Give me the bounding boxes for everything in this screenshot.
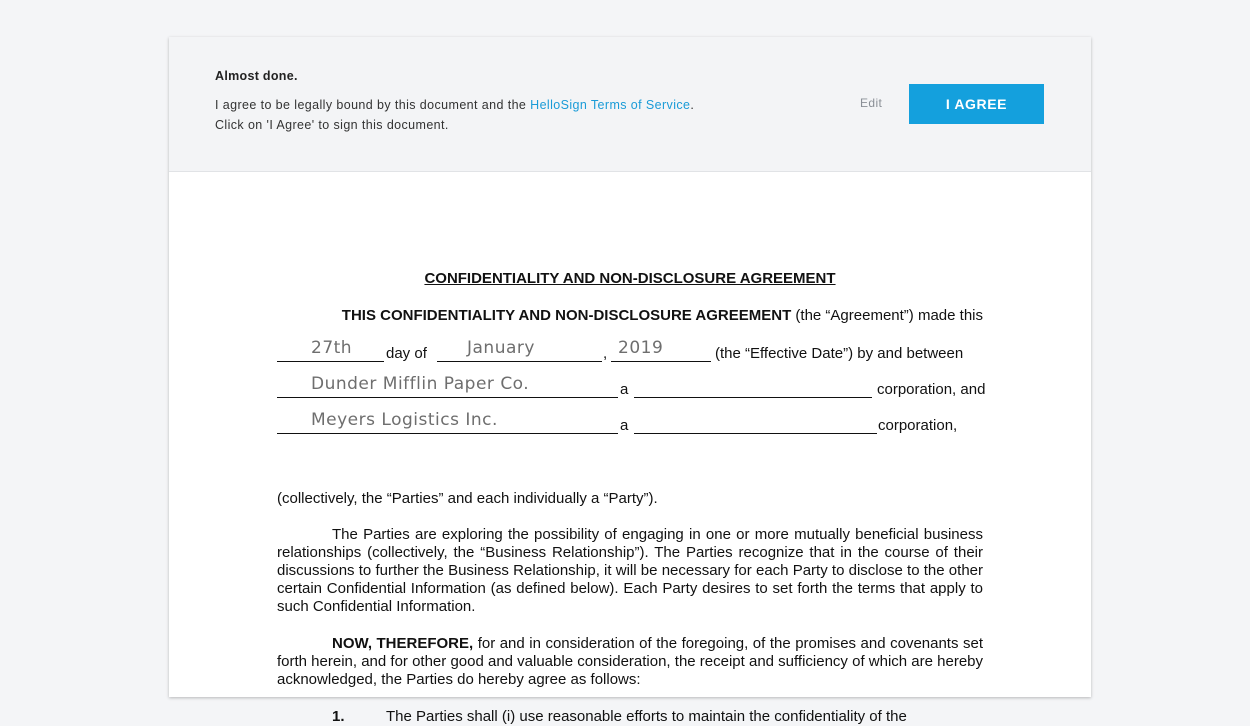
- signing-card: [169, 37, 1091, 725]
- collectively-line: (collectively, the “Parties” and each individually a “Party”).: [277, 490, 658, 507]
- now-therefore-text: for and in consideration of the foregoing, of the promises and covenants set forth herein, and for other good and valuable consideration, the receipt and sufficiency of which are hereby acknowledged, the Parties do hereby agree as follows:: [277, 635, 984, 688]
- now-therefore-bold: NOW, THEREFORE,: [332, 635, 474, 652]
- year-field[interactable]: 2019: [618, 338, 664, 358]
- party2-a-label: a: [620, 417, 629, 434]
- party2-type-field[interactable]: [634, 413, 877, 434]
- effective-date-text: (the “Effective Date”) by and between: [715, 345, 964, 362]
- date-row: [277, 338, 983, 363]
- legal-statement-prefix: I agree to be legally bound by this document and the: [215, 98, 531, 112]
- legal-statement-suffix: .: [690, 98, 695, 112]
- paragraph-now-therefore: [277, 635, 983, 689]
- party1-a-label: a: [620, 381, 629, 398]
- month-field[interactable]: January: [467, 338, 535, 358]
- sign-instruction: Click on 'I Agree' to sign this document.: [215, 118, 449, 132]
- corporation-comma-label: corporation,: [878, 417, 958, 434]
- clause-1-number: 1.: [332, 708, 345, 725]
- clause-1-text: The Parties shall (i) use reasonable efforts to maintain the confidentiality of the: [386, 708, 907, 725]
- banner-title: Almost done.: [215, 69, 298, 83]
- terms-of-service-link[interactable]: HelloSign Terms of Service: [530, 98, 691, 112]
- date-comma: ,: [603, 345, 608, 362]
- intro-bold: THIS CONFIDENTIALITY AND NON-DISCLOSURE AGREEMENT: [341, 307, 792, 324]
- intro-rest: (the “Agreement”) made this: [791, 307, 983, 324]
- intro-line: [277, 307, 983, 329]
- clause-1: [277, 708, 983, 726]
- edit-link[interactable]: Edit: [860, 96, 883, 110]
- corporation-and-label: corporation, and: [877, 381, 986, 398]
- party2-row: [277, 410, 983, 435]
- party1-type-field[interactable]: [634, 377, 872, 398]
- document-title: CONFIDENTIALITY AND NON-DISCLOSURE AGREEMENT: [424, 270, 836, 287]
- paragraph-recitals: [277, 526, 983, 616]
- legal-statement: [215, 98, 694, 112]
- paragraph-recitals-text: The Parties are exploring the possibility of engaging in one or more mutually beneficial business relationships (collectively, the “Business Relationship”). The Parties recognize that in the course of their discussions to further the Business Relationship, it will be necessary for each Party to disclose to the other certain Confidential Information (as defined below). Each Party desires to set forth the terms that apply to such Confidential Information.: [277, 526, 983, 615]
- party2-name-field[interactable]: Meyers Logistics Inc.: [311, 410, 498, 430]
- party1-row: [277, 374, 986, 399]
- day-field[interactable]: 27th: [311, 338, 353, 358]
- agreement-banner: [169, 37, 1091, 172]
- day-of-label: day of: [386, 345, 427, 362]
- i-agree-button[interactable]: I AGREE: [909, 84, 1044, 124]
- party1-name-field[interactable]: Dunder Mifflin Paper Co.: [311, 374, 530, 394]
